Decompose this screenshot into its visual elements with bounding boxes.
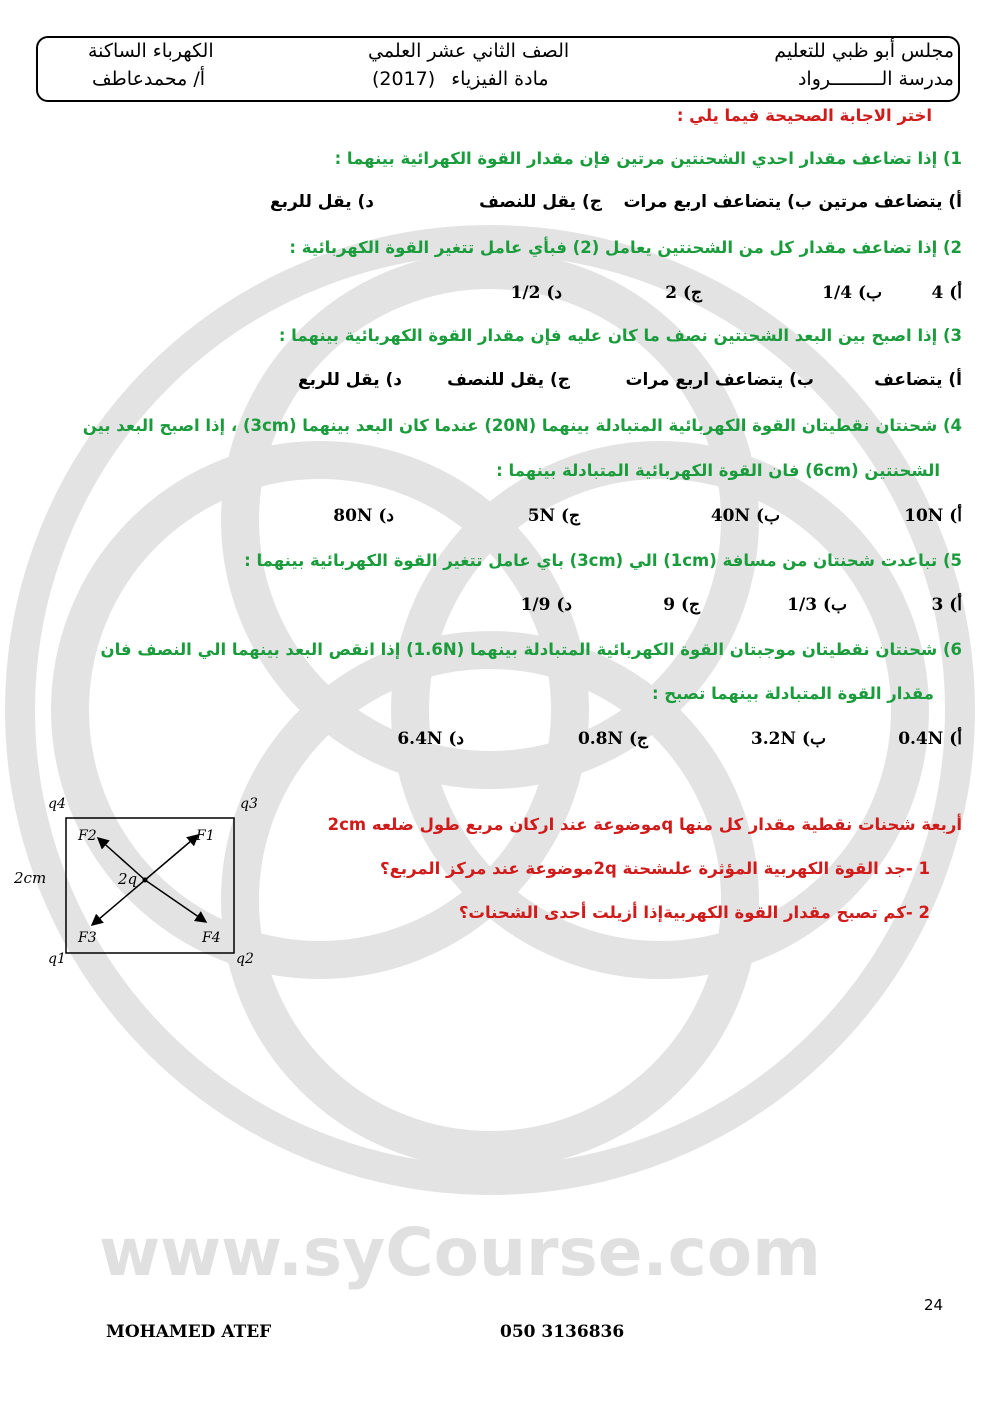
arrow-f4 [145, 880, 206, 922]
label-center-charge: 2q [118, 870, 138, 888]
q5-option-a[interactable]: أ) 3 [931, 595, 962, 615]
arrow-f1 [145, 835, 198, 880]
phone-number: 050 3136836 [500, 1322, 625, 1342]
q1-option-d[interactable]: د) يقل للربع [269, 192, 374, 212]
q6-option-a[interactable]: أ) 0.4N [898, 729, 962, 749]
question-6: 6) شحنتان نقطيتان موجبتان القوة الكهربائية المتبادلة بينهما (1.6N) إذا انقص البعد بينهما الي النصف فان [100, 640, 962, 659]
q1-option-c[interactable]: ج) يقل للنصف [479, 192, 602, 212]
q6-option-d[interactable]: د) 6.4N [397, 729, 464, 749]
problem-part-1: 1 -جد القوة الكهربية المؤثرة علىشحنة 2qموضوعة عند مركز المربع؟ [380, 859, 930, 878]
page-number: 24 [924, 1296, 944, 1314]
q4-option-d[interactable]: د) 80N [333, 506, 394, 526]
label-q2: q2 [236, 951, 254, 967]
year-label: (2017) [372, 68, 436, 90]
q3-option-d[interactable]: د) يقل للربع [297, 370, 402, 390]
q4-option-b[interactable]: ب) 40N [710, 506, 780, 526]
question-5: 5) تباعدت شحنتان من مسافة (1cm) الي (3cm) باي عامل تتغير القوة الكهربائية بينهما : [244, 551, 962, 570]
label-q1: q1 [48, 951, 66, 967]
question-1: 1) إذا تضاعف مقدار احدي الشحنتين مرتين فإن مقدار القوة الكهرائية بينهما : [334, 149, 962, 168]
q3-option-c[interactable]: ج) يقل للنصف [447, 370, 570, 390]
question-4-cont: الشحنتين (6cm) فان القوة الكهربائية المتبادلة بينهما : [496, 461, 940, 480]
question-3: 3) إذا اصبح بين البعد الشحنتين نصف ما كان عليه فإن مقدار القوة الكهربائية بينهما : [278, 326, 962, 345]
question-2: 2) إذا تضاعف مقدار كل من الشحنتين يعامل (2) فبأي عامل تتغير القوة الكهربائية : [289, 238, 962, 257]
q1-option-a[interactable]: أ) يتضاعف مرتين [818, 192, 962, 212]
q2-option-d[interactable]: د) 1/2 [510, 283, 562, 303]
label-f3: F3 [78, 930, 97, 946]
q3-option-b[interactable]: ب) يتضاعف اربع مرات [625, 370, 814, 390]
question-6-cont: مقدار القوة المتبادلة بينهما تصبح : [651, 684, 934, 703]
q2-option-a[interactable]: أ) 4 [931, 283, 962, 303]
school-name: مدرسة الـــــــــرواد [797, 68, 954, 90]
problem-part-2: 2 -كم تصبح مقدار القوة الكهربيةإذا أزيلت أحدى الشحنات؟ [458, 903, 930, 922]
q2-option-c[interactable]: ج) 2 [665, 283, 702, 303]
q5-option-d[interactable]: د) 1/9 [520, 595, 572, 615]
label-side-length: 2cm [14, 869, 47, 887]
label-q3: q3 [240, 796, 258, 812]
q5-option-b[interactable]: ب) 1/3 [787, 595, 847, 615]
topic-label: الكهرباء الساكنة [88, 40, 214, 62]
author-name: MOHAMED ATEF [106, 1322, 272, 1342]
q6-option-b[interactable]: ب) 3.2N [750, 729, 826, 749]
question-4: 4) شحنتان نقطيتان القوة الكهربائية المتبادلة بينهما (20N) عندما كان البعد بينهما (3cm) ، إذا اصبح البعد بين [82, 416, 962, 435]
council-name: مجلس أبو ظبي للتعليم [774, 40, 954, 62]
label-f1: F1 [196, 828, 215, 844]
problem-statement: أربعة شحنات نقطية مقدار كل منها qموضوعة عند اركان مربع طول ضلعه 2cm [327, 815, 962, 834]
label-f2: F2 [78, 828, 97, 844]
q5-option-c[interactable]: ج) 9 [663, 595, 700, 615]
q3-option-a[interactable]: أ) يتضاعف [874, 370, 962, 390]
q4-option-c[interactable]: ج) 5N [527, 506, 580, 526]
q2-option-b[interactable]: ب) 1/4 [822, 283, 882, 303]
teacher-label: أ/ محمدعاطف [92, 68, 206, 90]
instruction: اختر الاجابة الصحيحة فيما يلي : [676, 106, 932, 125]
watermark-text: www.syCourse.com [99, 1214, 821, 1291]
q4-option-a[interactable]: أ) 10N [904, 506, 962, 526]
q6-option-c[interactable]: ج) 0.8N [577, 729, 648, 749]
center-charge-dot [143, 878, 148, 883]
label-f4: F4 [202, 930, 221, 946]
grade-label: الصف الثاني عشر العلمي [368, 40, 570, 62]
q1-option-b[interactable]: ب) يتضاعف اربع مرات [623, 192, 812, 212]
subject-label: مادة الفيزياء [451, 68, 549, 90]
label-q4: q4 [48, 796, 66, 812]
